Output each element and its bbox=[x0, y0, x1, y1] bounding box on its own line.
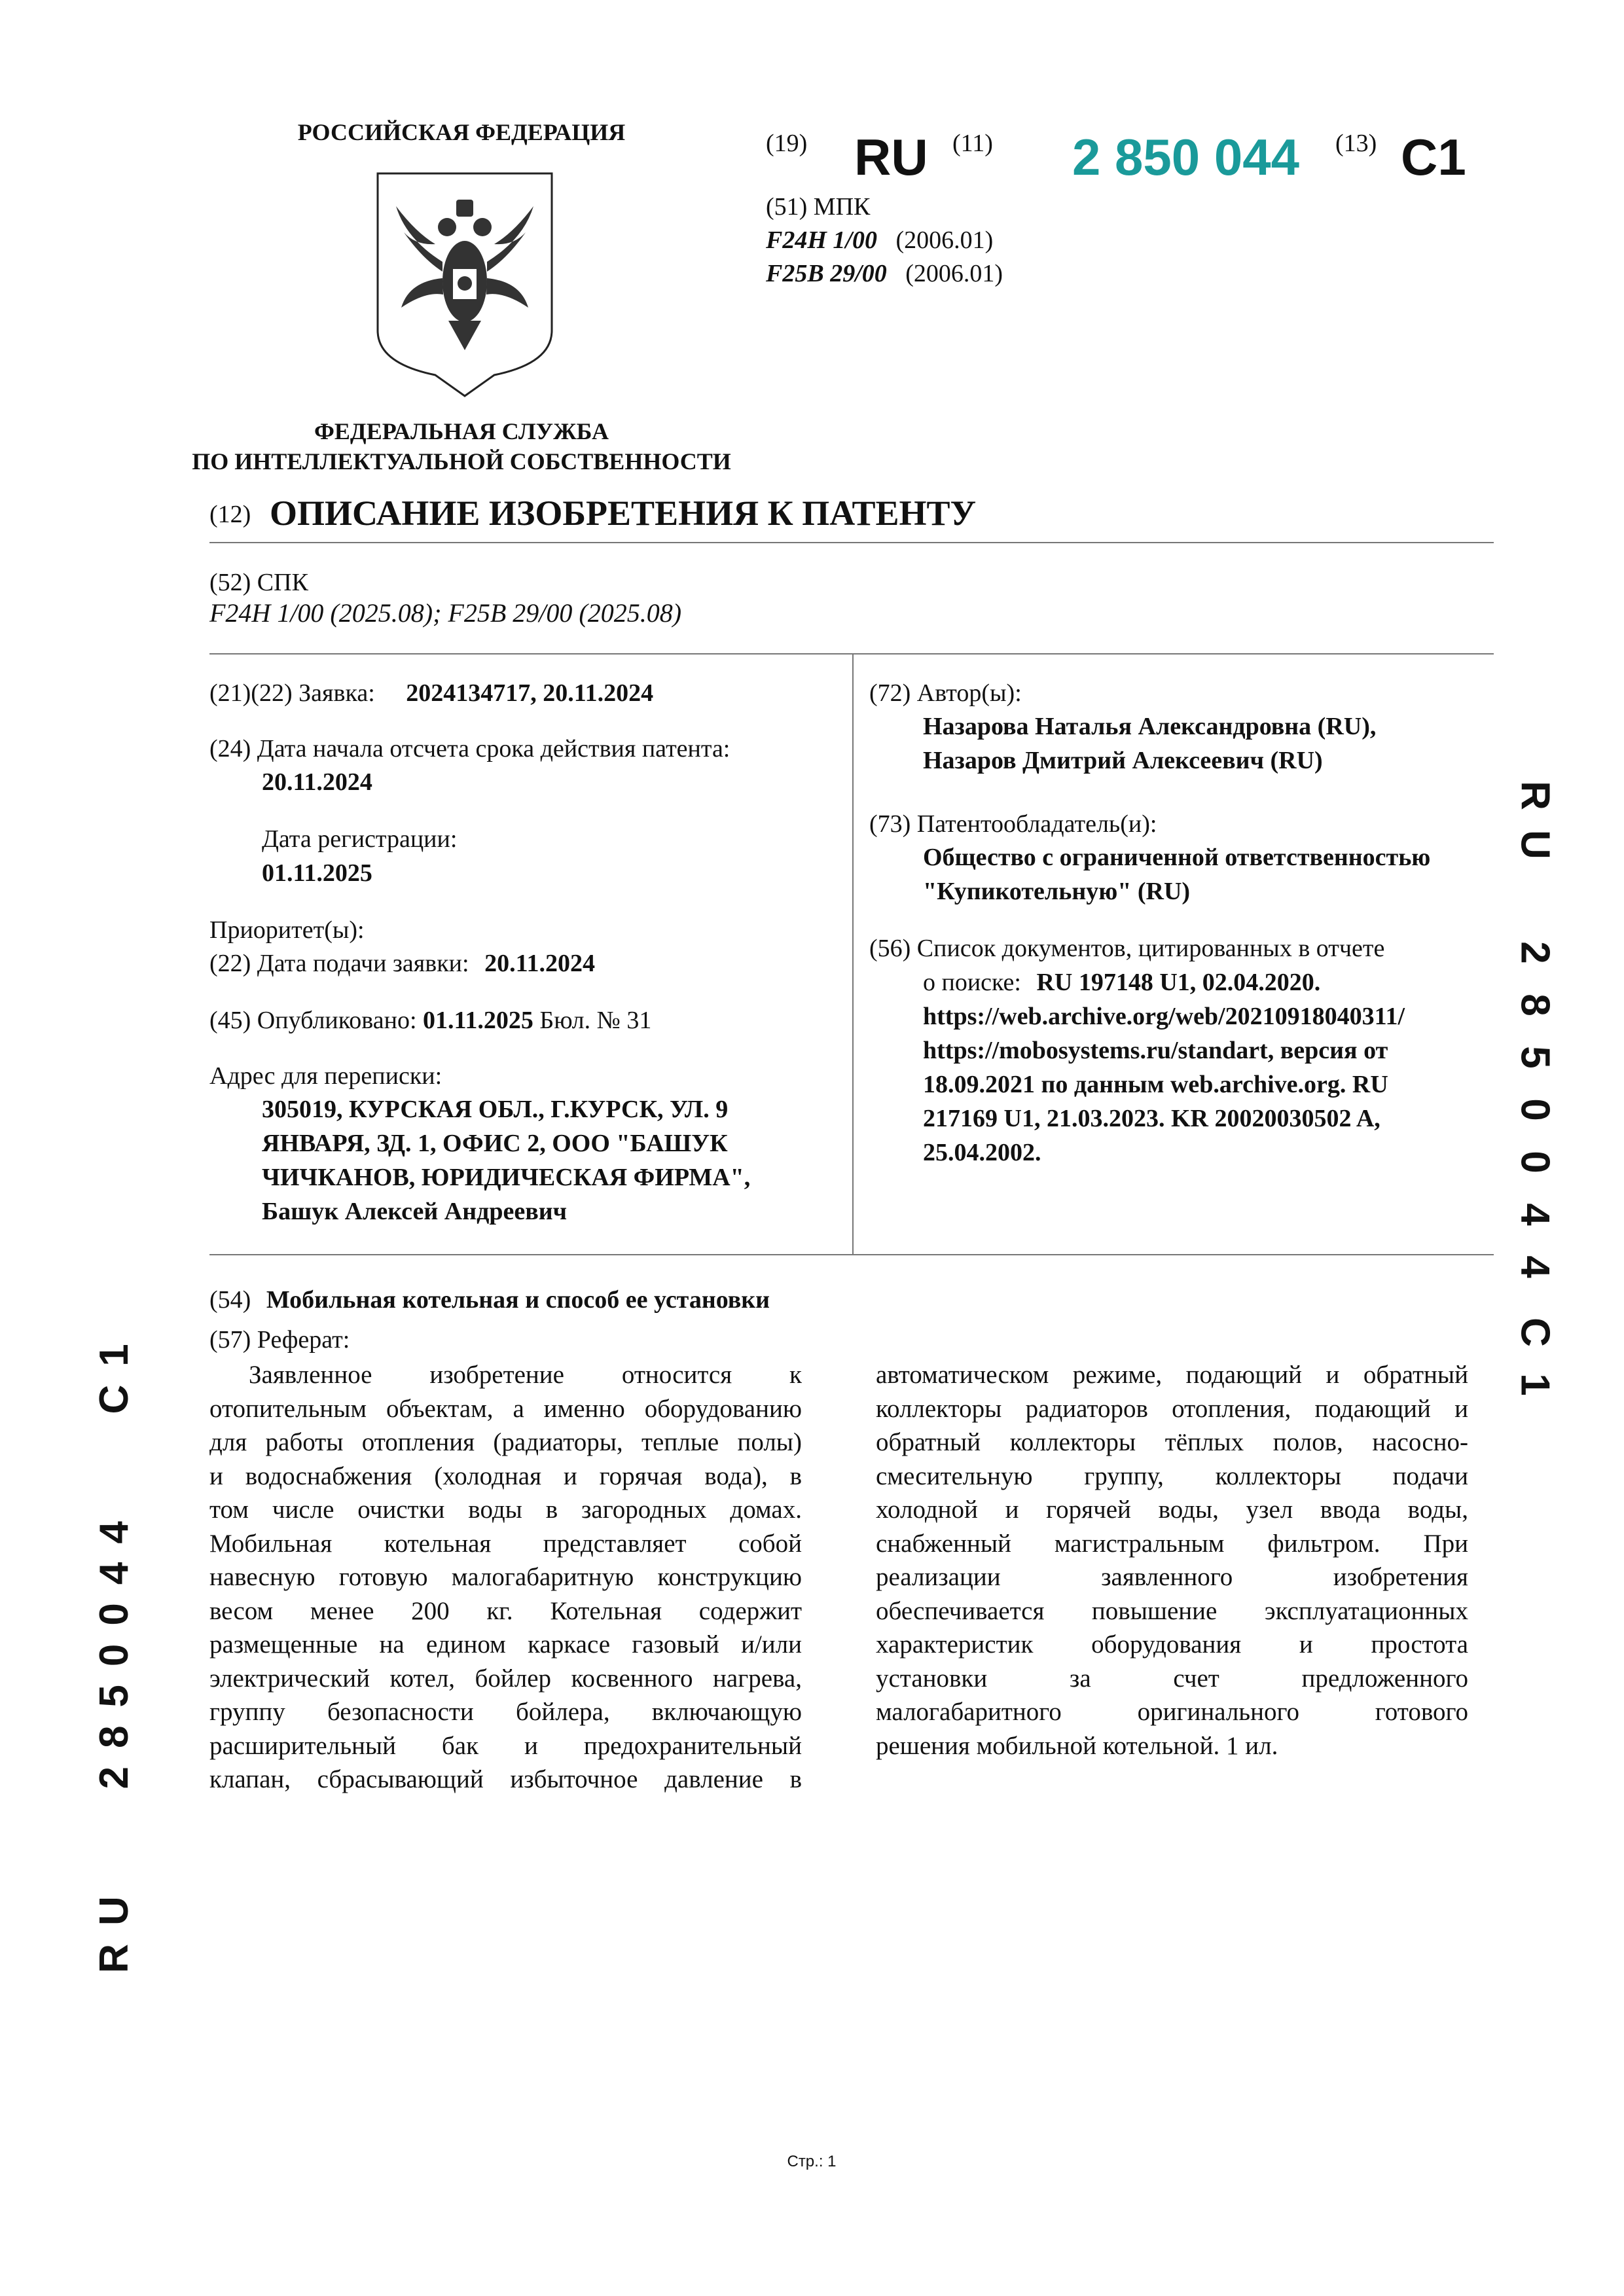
state-emblem-icon bbox=[370, 167, 560, 403]
abstract-line: Мобильная котельная представляет собой bbox=[209, 1529, 802, 1558]
abstract-line: группу безопасности бойлера, включающую bbox=[209, 1698, 802, 1726]
application-value: 2024134717, 20.11.2024 bbox=[406, 679, 654, 707]
author-name: Назаров Дмитрий Алексеевич (RU) bbox=[923, 747, 1323, 774]
abstract-line: обеспечивается повышение эксплуатационных bbox=[876, 1596, 1468, 1625]
divider bbox=[209, 542, 1494, 543]
invention-title-text: Мобильная котельная и способ ее установки bbox=[266, 1286, 770, 1314]
address-line: ЧИЧКАНОВ, ЮРИДИЧЕСКАЯ ФИРМА", bbox=[262, 1164, 751, 1191]
address-line: 305019, КУРСКАЯ ОБЛ., Г.КУРСК, УЛ. 9 bbox=[262, 1096, 729, 1123]
margin-char: 4 bbox=[1512, 1203, 1558, 1226]
abstract-line: том числе очистки воды в загородных домах. bbox=[209, 1496, 802, 1524]
citation-text: 18.09.2021 по данным web.archive.org. RU bbox=[923, 1071, 1388, 1098]
published-label: (45) Опубликовано: bbox=[209, 1007, 417, 1034]
abstract-line: для работы отопления (радиаторы, теплые полы) bbox=[209, 1428, 802, 1456]
citations-label: (56) Список документов, цитированных в отчете bbox=[869, 935, 1385, 962]
margin-char: U bbox=[1512, 830, 1558, 859]
abstract-line: установки за счет предложенного bbox=[876, 1664, 1468, 1693]
citations-first-line bbox=[923, 967, 1320, 998]
application-field bbox=[209, 677, 653, 709]
priority-label: Приоритет(ы): bbox=[209, 916, 365, 944]
authors-label: (72) Автор(ы): bbox=[869, 679, 1022, 707]
margin-char: 5 bbox=[1512, 1046, 1558, 1069]
margin-char: R bbox=[1512, 781, 1558, 810]
ipc-entry bbox=[766, 258, 1003, 289]
abstract-column-2 bbox=[876, 1358, 1468, 1763]
address-label: Адрес для переписки: bbox=[209, 1062, 442, 1090]
citation-text: 25.04.2002. bbox=[923, 1139, 1041, 1166]
registration-label: Дата регистрации: bbox=[262, 825, 458, 853]
code-19: (19) bbox=[766, 130, 808, 157]
code-11: (11) bbox=[952, 130, 993, 157]
abstract-line: малогабаритного оригинального готового bbox=[876, 1698, 1468, 1726]
margin-char: 4 bbox=[1512, 1255, 1558, 1278]
divider bbox=[209, 1254, 1494, 1255]
ipc-version: (2006.01) bbox=[905, 260, 1003, 287]
patent-number: 2 850 044 bbox=[1072, 128, 1300, 186]
published-field bbox=[209, 1005, 651, 1036]
abstract-line: холодной и горячей воды, узел ввода воды, bbox=[876, 1496, 1468, 1524]
citation-text: https://mobosystems.ru/standart, версия от bbox=[923, 1037, 1388, 1064]
term-start-label: (24) Дата начала отсчета срока действия патента: bbox=[209, 735, 731, 762]
cpc-classes: F24H 1/00 (2025.08); F25B 29/00 (2025.08) bbox=[209, 598, 682, 628]
invention-code: (54) bbox=[209, 1286, 251, 1314]
filing-date-label: (22) Дата подачи заявки: bbox=[209, 950, 469, 977]
registration-value: 01.11.2025 bbox=[262, 859, 372, 887]
country-name: РОССИЙСКАЯ ФЕДЕРАЦИЯ bbox=[297, 119, 626, 145]
invention-title bbox=[209, 1284, 770, 1316]
owners-label: (73) Патентообладатель(и): bbox=[869, 810, 1157, 838]
abstract-line: и водоснабжения (холодная и горячая вода), в bbox=[209, 1462, 802, 1490]
code-13: (13) bbox=[1335, 130, 1377, 157]
abstract-line: электрический котел, бойлер косвенного нагрева, bbox=[209, 1664, 802, 1693]
doc-title-code: (12) bbox=[209, 501, 251, 528]
abstract-line: снабженный магистральным фильтром. При bbox=[876, 1529, 1468, 1558]
abstract-line: отопительным объектам, а именно оборудованию bbox=[209, 1394, 802, 1423]
bulletin-label: Бюл. № 31 bbox=[539, 1007, 652, 1034]
abstract-line: автоматическом режиме, подающий и обратный bbox=[876, 1361, 1468, 1389]
margin-char: 1 bbox=[1512, 1373, 1558, 1396]
application-label: (21)(22) Заявка: bbox=[209, 679, 375, 707]
citation-text: 217169 U1, 21.03.2023. KR 20020030502 A, bbox=[923, 1105, 1380, 1132]
margin-number-left: RU 2850044 C1 bbox=[92, 1325, 137, 1973]
margin-char: 0 bbox=[1512, 1151, 1558, 1174]
ipc-entry bbox=[766, 224, 993, 256]
abstract-line: реализации заявленного изобретения bbox=[876, 1563, 1468, 1591]
agency-name-line2: ПО ИНТЕЛЛЕКТУАЛЬНОЙ СОБСТВЕННОСТИ bbox=[192, 448, 731, 475]
abstract-line: расширительный бак и предохранительный bbox=[209, 1731, 802, 1760]
published-value: 01.11.2025 bbox=[423, 1007, 533, 1034]
margin-char: 8 bbox=[1512, 994, 1558, 1016]
column-divider bbox=[852, 653, 854, 1254]
agency-name-line1: ФЕДЕРАЛЬНАЯ СЛУЖБА bbox=[314, 418, 609, 444]
abstract-line: весом менее 200 кг. Котельная содержит bbox=[209, 1596, 802, 1625]
document-title: ОПИСАНИЕ ИЗОБРЕТЕНИЯ К ПАТЕНТУ bbox=[270, 493, 977, 533]
author-name: Назарова Наталья Александровна (RU), bbox=[923, 713, 1377, 740]
term-start-value: 20.11.2024 bbox=[262, 768, 372, 796]
abstract-line: характеристик оборудования и простота bbox=[876, 1630, 1468, 1659]
citation-text: RU 197148 U1, 02.04.2020. bbox=[1036, 969, 1321, 996]
page-number: Стр.: 1 bbox=[787, 2153, 837, 2170]
filing-date-value: 20.11.2024 bbox=[484, 950, 595, 977]
owner-name: Общество с ограниченной ответственностью bbox=[923, 844, 1431, 871]
margin-char: 2 bbox=[1512, 941, 1558, 964]
owner-name: "Купикотельную" (RU) bbox=[923, 878, 1191, 905]
margin-char: C bbox=[1512, 1318, 1558, 1347]
abstract-line: обратный коллекторы тёплых полов, насосно- bbox=[876, 1428, 1468, 1456]
cpc-label: (52) СПК bbox=[209, 569, 308, 596]
kind-code: C1 bbox=[1401, 128, 1466, 186]
abstract-line: Заявленное изобретение относится к bbox=[249, 1361, 802, 1389]
ipc-version: (2006.01) bbox=[895, 226, 994, 254]
ipc-class: F24H 1/00 bbox=[766, 226, 877, 254]
abstract-line: клапан, сбрасывающий избыточное давление в bbox=[209, 1765, 802, 1793]
citation-text: https://web.archive.org/web/20210918040311/ bbox=[923, 1003, 1405, 1030]
abstract-line: решения мобильной котельной. 1 ил. bbox=[876, 1731, 1278, 1760]
abstract-column-1 bbox=[209, 1358, 802, 1797]
abstract-line: размещенные на едином каркасе газовый и/или bbox=[209, 1630, 802, 1659]
country-code: RU bbox=[854, 128, 928, 186]
abstract-label: (57) Реферат: bbox=[209, 1326, 350, 1354]
ipc-label: (51) МПК bbox=[766, 193, 871, 221]
divider bbox=[209, 653, 1494, 655]
abstract-line: коллекторы радиаторов отопления, подающий и bbox=[876, 1394, 1468, 1423]
ipc-class: F25B 29/00 bbox=[766, 260, 887, 287]
address-line: Башук Алексей Андреевич bbox=[262, 1198, 568, 1225]
abstract-line: навесную готовую малогабаритную конструкцию bbox=[209, 1563, 802, 1591]
margin-char: 0 bbox=[1512, 1098, 1558, 1121]
filing-date-field bbox=[209, 948, 595, 979]
citations-prefix: о поиске: bbox=[923, 969, 1021, 996]
address-line: ЯНВАРЯ, ЗД. 1, ОФИС 2, ООО "БАШУК bbox=[262, 1130, 728, 1157]
abstract-line: смесительную группу, коллекторы подачи bbox=[876, 1462, 1468, 1490]
